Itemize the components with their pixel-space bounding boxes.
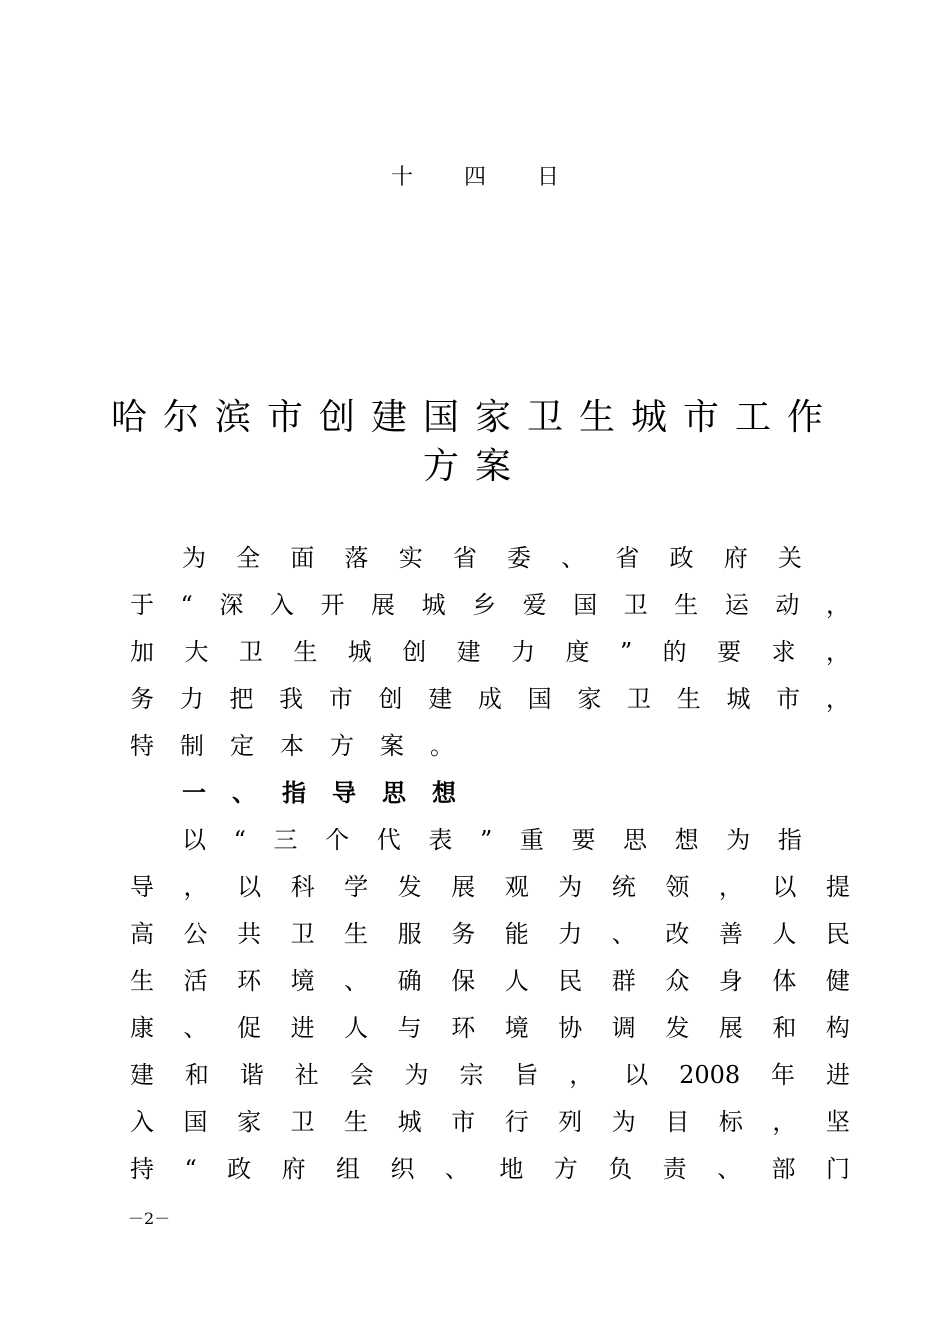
date-line: 十 四 日 — [391, 165, 581, 190]
paragraph-1-line: 为 全 面 落 实 省 委 、 省 政 府 关 — [182, 544, 802, 572]
paragraph-1-line: 于 “ 深 入 开 展 城 乡 爱 国 卫 生 运 动 ， — [130, 591, 850, 619]
paragraph-2-line: 持 “ 政 府 组 织 、 地 方 负 责 、 部 门 — [130, 1155, 850, 1183]
paragraph-1-line: 加 大 卫 生 城 创 建 力 度 ” 的 要 求 ， — [130, 638, 850, 666]
paragraph-2-line: 生 活 环 境 、 确 保 人 民 群 众 身 体 健 — [130, 967, 850, 995]
paragraph-2-line: 康 、 促 进 人 与 环 境 协 调 发 展 和 构 — [130, 1014, 850, 1042]
document-title-line-2: 方案 — [422, 446, 527, 487]
section-heading: 一 、 指 导 思 想 — [182, 779, 456, 807]
document-title-line-1: 哈尔滨市创建国家卫生城市工作 — [110, 397, 839, 438]
paragraph-2-line: 导 ， 以 科 学 发 展 观 为 统 领 ， 以 提 — [130, 873, 850, 901]
paragraph-2-line: 以 “ 三 个 代 表 ” 重 要 思 想 为 指 — [182, 826, 802, 854]
paragraph-2-line: 建 和 谐 社 会 为 宗 旨 ， 以 2008 年 进 — [130, 1061, 850, 1089]
paragraph-2-line: 高 公 共 卫 生 服 务 能 力 、 改 善 人 民 — [130, 920, 850, 948]
paragraph-1-line: 务 力 把 我 市 创 建 成 国 家 卫 生 城 市 ， — [130, 685, 850, 713]
paragraph-2-line: 入 国 家 卫 生 城 市 行 列 为 目 标 ， 坚 — [130, 1108, 850, 1136]
page-number: －2－ — [128, 1209, 171, 1228]
paragraph-1-line: 特 制 定 本 方 案 。 — [130, 732, 454, 760]
